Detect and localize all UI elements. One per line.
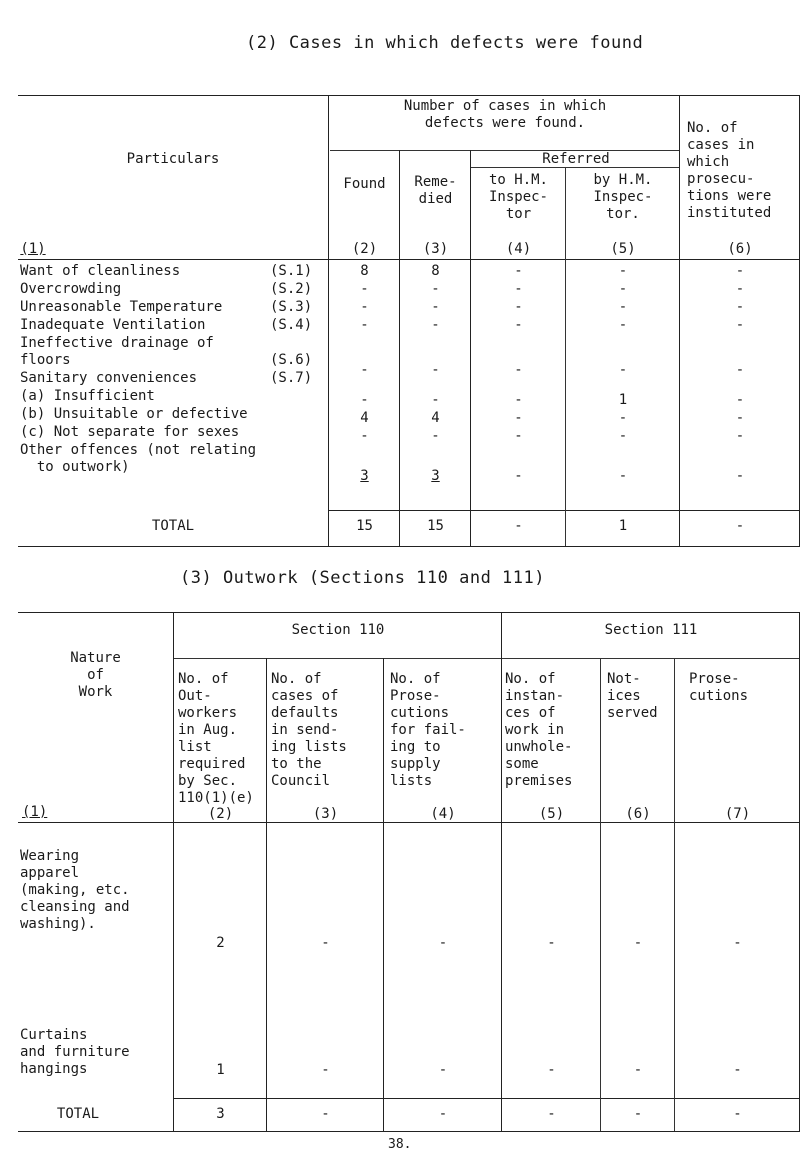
- table1-row-label: (c) Not separate for sexes: [20, 424, 240, 440]
- table1-total-label: TOTAL: [151, 518, 195, 534]
- table1-total-prosecutions: -: [735, 518, 745, 534]
- table1-row-label: (a) Insufficient: [20, 388, 155, 404]
- table1-cell-to-hm: -: [514, 281, 523, 297]
- table1-vline-3: [470, 150, 471, 546]
- table1-header-particulars-num: (1): [20, 241, 46, 257]
- table1-header-found: Found: [343, 176, 386, 192]
- table2-header-col4: No. of Prose- cutions for fail- ing to supply lists: [390, 671, 466, 789]
- table1-cell-by-hm: -: [618, 362, 628, 378]
- table1-header-remedied-num: (3): [422, 241, 449, 257]
- table1-total-found: 15: [356, 518, 373, 534]
- table1-cell-prosecutions: -: [735, 299, 745, 315]
- table1-header-found-num: (2): [351, 241, 378, 257]
- table1-cell-prosecutions: -: [735, 428, 745, 444]
- table2-cell-c7: -: [733, 935, 742, 951]
- table1-cell-by-hm: -: [618, 263, 628, 279]
- table1-cell-remedied: 3: [431, 468, 440, 484]
- table1-row-label: Other offences (not relating to outwork): [20, 442, 257, 475]
- table2-title: (3) Outwork (Sections 110 and 111): [180, 568, 545, 588]
- table2-row-label: Wearing apparel (making, etc. cleansing and washing).: [20, 848, 130, 932]
- table1-header-to-hm-num: (4): [505, 241, 532, 257]
- table2-cell-c2: 2: [216, 935, 225, 951]
- table1-cell-to-hm: -: [514, 299, 523, 315]
- table2-vline-4: [501, 612, 502, 1131]
- table2-cell-c6: -: [633, 1062, 643, 1078]
- table1-row-ref: (S.7): [270, 370, 313, 386]
- table1-cell-to-hm: -: [514, 317, 523, 333]
- table1-cell-remedied: -: [431, 392, 440, 408]
- table1-cell-to-hm: -: [514, 263, 523, 279]
- table1-cell-found: 3: [360, 468, 369, 484]
- table2-vline-3: [383, 658, 384, 1131]
- table1-cell-prosecutions: -: [735, 410, 745, 426]
- table1-cell-by-hm: -: [618, 281, 628, 297]
- table1-row-label: Sanitary conveniences: [20, 370, 198, 386]
- table1-cell-prosecutions: -: [735, 392, 745, 408]
- table1-cell-to-hm: -: [514, 392, 523, 408]
- table1-cell-to-hm: -: [514, 362, 523, 378]
- table1-row-label: Overcrowding: [20, 281, 122, 297]
- table1-referred-divider: [470, 167, 680, 168]
- table1-cell-by-hm: -: [618, 299, 628, 315]
- table1-cell-found: 8: [360, 263, 369, 279]
- table2-section-divider: [173, 658, 800, 659]
- table1-cell-to-hm: -: [514, 468, 523, 484]
- table2-vline-1: [173, 612, 174, 1131]
- table1-cell-found: -: [360, 362, 369, 378]
- table1-cell-to-hm: -: [514, 428, 523, 444]
- table2-header-section110: Section 110: [291, 622, 385, 638]
- table1-cell-prosecutions: -: [735, 468, 745, 484]
- table1-cell-found: -: [360, 299, 369, 315]
- table2-header-section111: Section 111: [604, 622, 698, 638]
- table2-header-col3-num: (3): [312, 806, 339, 822]
- table1-bottom-border: [18, 546, 800, 547]
- table2-vline-2: [266, 658, 267, 1131]
- table1-header-prosecutions: No. of cases in which prosecu- tions were instituted: [687, 120, 772, 221]
- table2-cell-c5: -: [547, 935, 556, 951]
- table1-header-to-hm: to H.M. Inspec- tor: [488, 172, 548, 222]
- table2-total-label: TOTAL: [56, 1106, 100, 1122]
- table1-row-label: Inadequate Ventilation: [20, 317, 206, 333]
- table1-total-remedied: 15: [427, 518, 444, 534]
- table1-cell-by-hm: -: [618, 428, 628, 444]
- table2-header-col6-num: (6): [625, 806, 651, 822]
- table2-cell-c3: -: [321, 935, 330, 951]
- table1-cell-remedied: -: [431, 428, 440, 444]
- table2-total-c6: -: [633, 1106, 643, 1122]
- table2-header-col5: No. of instan- ces of work in unwhole- some premises: [505, 671, 573, 789]
- table1-header-prosecutions-num: (6): [727, 241, 753, 257]
- table1-vline-1: [328, 95, 329, 546]
- table2-header-col4-num: (4): [430, 806, 456, 822]
- table2-header-bottom: [18, 822, 800, 823]
- table1-cell-by-hm: -: [618, 468, 628, 484]
- table1-cell-found: -: [360, 428, 369, 444]
- table2-header-col7-num: (7): [724, 806, 751, 822]
- table1-header-group: Number of cases in which defects were found.: [403, 98, 607, 131]
- table2-total-c4: -: [438, 1106, 448, 1122]
- table1-cell-by-hm: 1: [618, 392, 628, 408]
- table1-row-ref: (S.6): [270, 352, 313, 368]
- table2-total-c7: -: [733, 1106, 742, 1122]
- table2-header-col2: No. of Out- workers in Aug. list required by Sec. 110(1)(e): [178, 671, 254, 806]
- table1-cell-prosecutions: -: [735, 281, 745, 297]
- table1-header-referred: Referred: [542, 151, 610, 167]
- table1-cell-remedied: 8: [431, 263, 440, 279]
- table1-row-ref: (S.2): [270, 281, 313, 297]
- table2-header-col3: No. of cases of defaults in send- ing lists to the Council: [271, 671, 347, 789]
- table2-cell-c7: -: [733, 1062, 742, 1078]
- table1-cell-remedied: -: [431, 317, 440, 333]
- table1-header-particulars: Particulars: [126, 151, 220, 167]
- table1-total-to-hm: -: [514, 518, 523, 534]
- table2-cell-c3: -: [321, 1062, 330, 1078]
- table2-total-c5: -: [547, 1106, 556, 1122]
- table2-header-col2-num: (2): [207, 806, 234, 822]
- table2-cell-c2: 1: [216, 1062, 225, 1078]
- table2-cell-c4: -: [438, 1062, 448, 1078]
- table1-cell-found: -: [360, 281, 369, 297]
- table1-header-by-hm: by H.M. Inspec- tor.: [593, 172, 653, 222]
- table2-header-nature: Nature of Work: [70, 650, 121, 700]
- table1-row-label: Unreasonable Temperature: [20, 299, 223, 315]
- table1-cell-prosecutions: -: [735, 317, 745, 333]
- table1-cell-to-hm: -: [514, 410, 523, 426]
- table1-row-label: (b) Unsuitable or defective: [20, 406, 248, 422]
- table1-row-label: Want of cleanliness: [20, 263, 181, 279]
- table1-header-bottom: [18, 259, 800, 260]
- table1-cell-found: -: [360, 392, 369, 408]
- table2-header-nature-num: (1): [22, 804, 48, 820]
- table1-cell-prosecutions: -: [735, 263, 745, 279]
- table2-header-col5-num: (5): [538, 806, 565, 822]
- table1-row-ref: (S.4): [270, 317, 313, 333]
- table1-title: (2) Cases in which defects were found: [246, 33, 644, 53]
- table1-header-remedied: Reme- died: [414, 174, 457, 207]
- table1-cell-remedied: 4: [431, 410, 440, 426]
- table2-vline-right: [799, 612, 800, 1131]
- table2-header-col7: Prose- cutions: [689, 671, 749, 704]
- table2-cell-c5: -: [547, 1062, 556, 1078]
- table2-vline-6: [674, 658, 675, 1131]
- table2-top-border: [18, 612, 800, 613]
- table1-cell-remedied: -: [431, 362, 440, 378]
- table1-cell-by-hm: -: [618, 410, 628, 426]
- table2-bottom-border: [18, 1131, 800, 1132]
- table1-vline-4: [565, 167, 566, 546]
- page-number: 38.: [388, 1137, 412, 1152]
- table1-cell-by-hm: -: [618, 317, 628, 333]
- table1-cell-prosecutions: -: [735, 362, 745, 378]
- table1-row-ref: (S.1): [270, 263, 313, 279]
- table1-top-border: [18, 95, 800, 96]
- table2-total-c2: 3: [216, 1106, 225, 1122]
- table1-cell-found: 4: [360, 410, 369, 426]
- table1-cell-found: -: [360, 317, 369, 333]
- table2-cell-c6: -: [633, 935, 643, 951]
- table1-vline-right: [799, 95, 800, 546]
- table1-row-ref: (S.3): [270, 299, 313, 315]
- table2-row-label: Curtains and furniture hangings: [20, 1027, 130, 1077]
- table1-total-by-hm: 1: [618, 518, 628, 534]
- table1-header-by-hm-num: (5): [610, 241, 636, 257]
- table1-row-label: Ineffective drainage of floors: [20, 335, 214, 368]
- table1-vline-2: [399, 150, 400, 546]
- table1-cell-remedied: -: [431, 299, 440, 315]
- table2-cell-c4: -: [438, 935, 448, 951]
- table2-header-col6: Not- ices served: [607, 671, 658, 721]
- table1-cell-remedied: -: [431, 281, 440, 297]
- table2-vline-5: [600, 658, 601, 1131]
- table2-total-top: [173, 1098, 800, 1099]
- table2-total-c3: -: [321, 1106, 330, 1122]
